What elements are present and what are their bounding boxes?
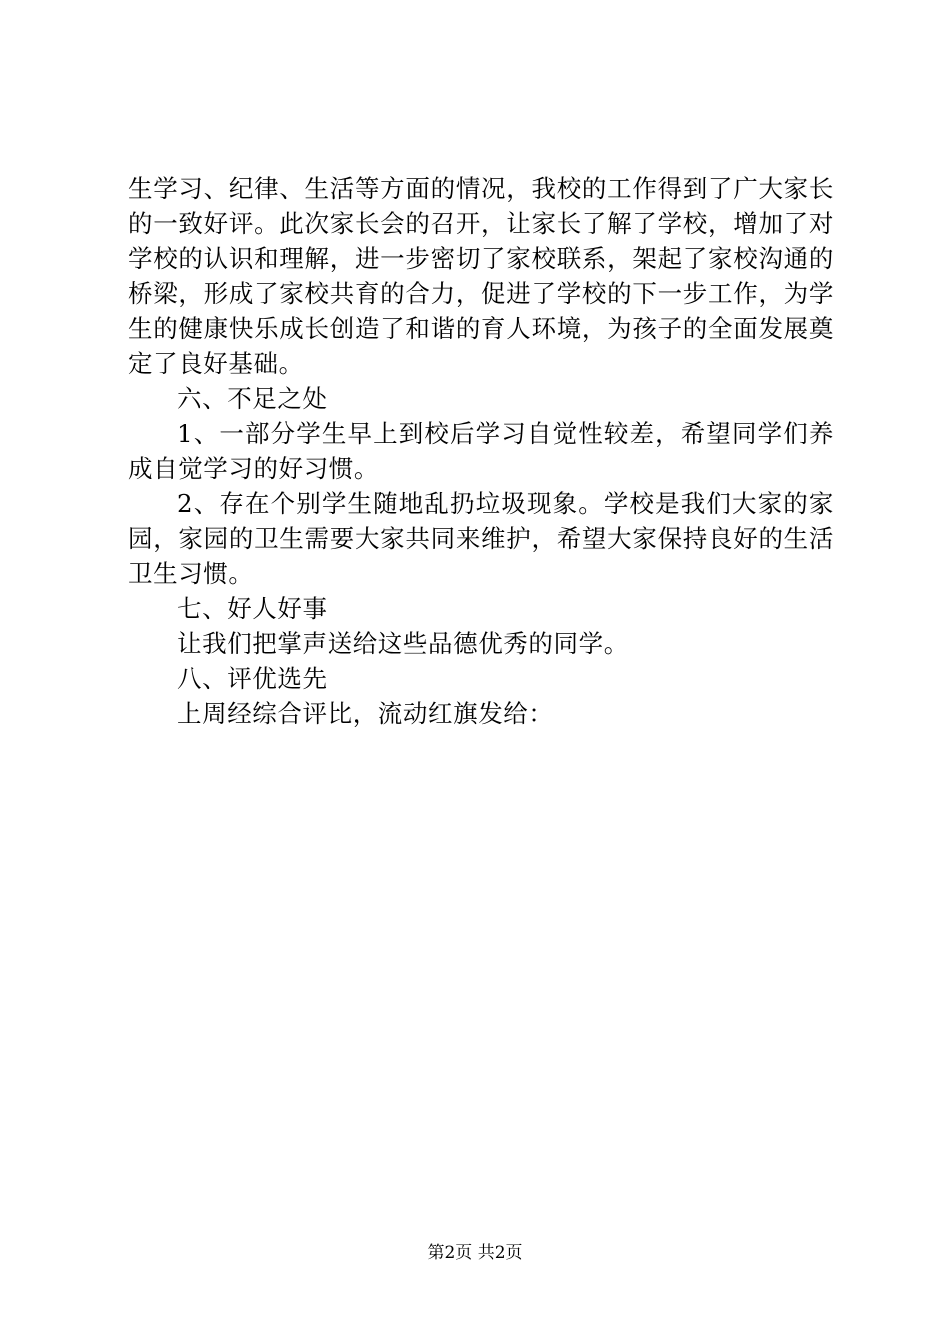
paragraph-good-deeds: 让我们把掌声送给这些品德优秀的同学。 [177,629,629,658]
paragraph-shortcoming-1: 1、一部分学生早上到校后学习自觉性较差，希望同学们养成自觉学习的好习惯。 [128,419,834,483]
paragraph-shortcoming-2: 2、存在个别学生随地乱扔垃圾现象。学校是我们大家的家园，家园的卫生需要大家共同来维护，希望大家保持良好的生活卫生习惯。 [128,489,834,588]
section-heading-awards: 八、评优选先 [177,664,328,693]
paragraph-awards: 上周经综合评比，流动红旗发给： [177,699,554,728]
section-heading-shortcomings: 六、不足之处 [177,384,328,413]
section-heading-good-deeds: 七、好人好事 [177,594,328,623]
paragraph-continuation: 生学习、纪律、生活等方面的情况，我校的工作得到了广大家长的一致好评。此次家长会的召开，让家长了解了学校，增加了对学校的认识和理解，进一步密切了家校联系，架起了家校沟通的桥梁，形成了家校共育的合力，促进了学校的下一步工作，为学生的健康快乐成长创造了和谐的育人环境，为孩子的全面发展奠定了良好基础。 [128,174,834,378]
document-body [128,171,834,731]
page-number-footer: 第2页 共2页 [427,1243,523,1263]
